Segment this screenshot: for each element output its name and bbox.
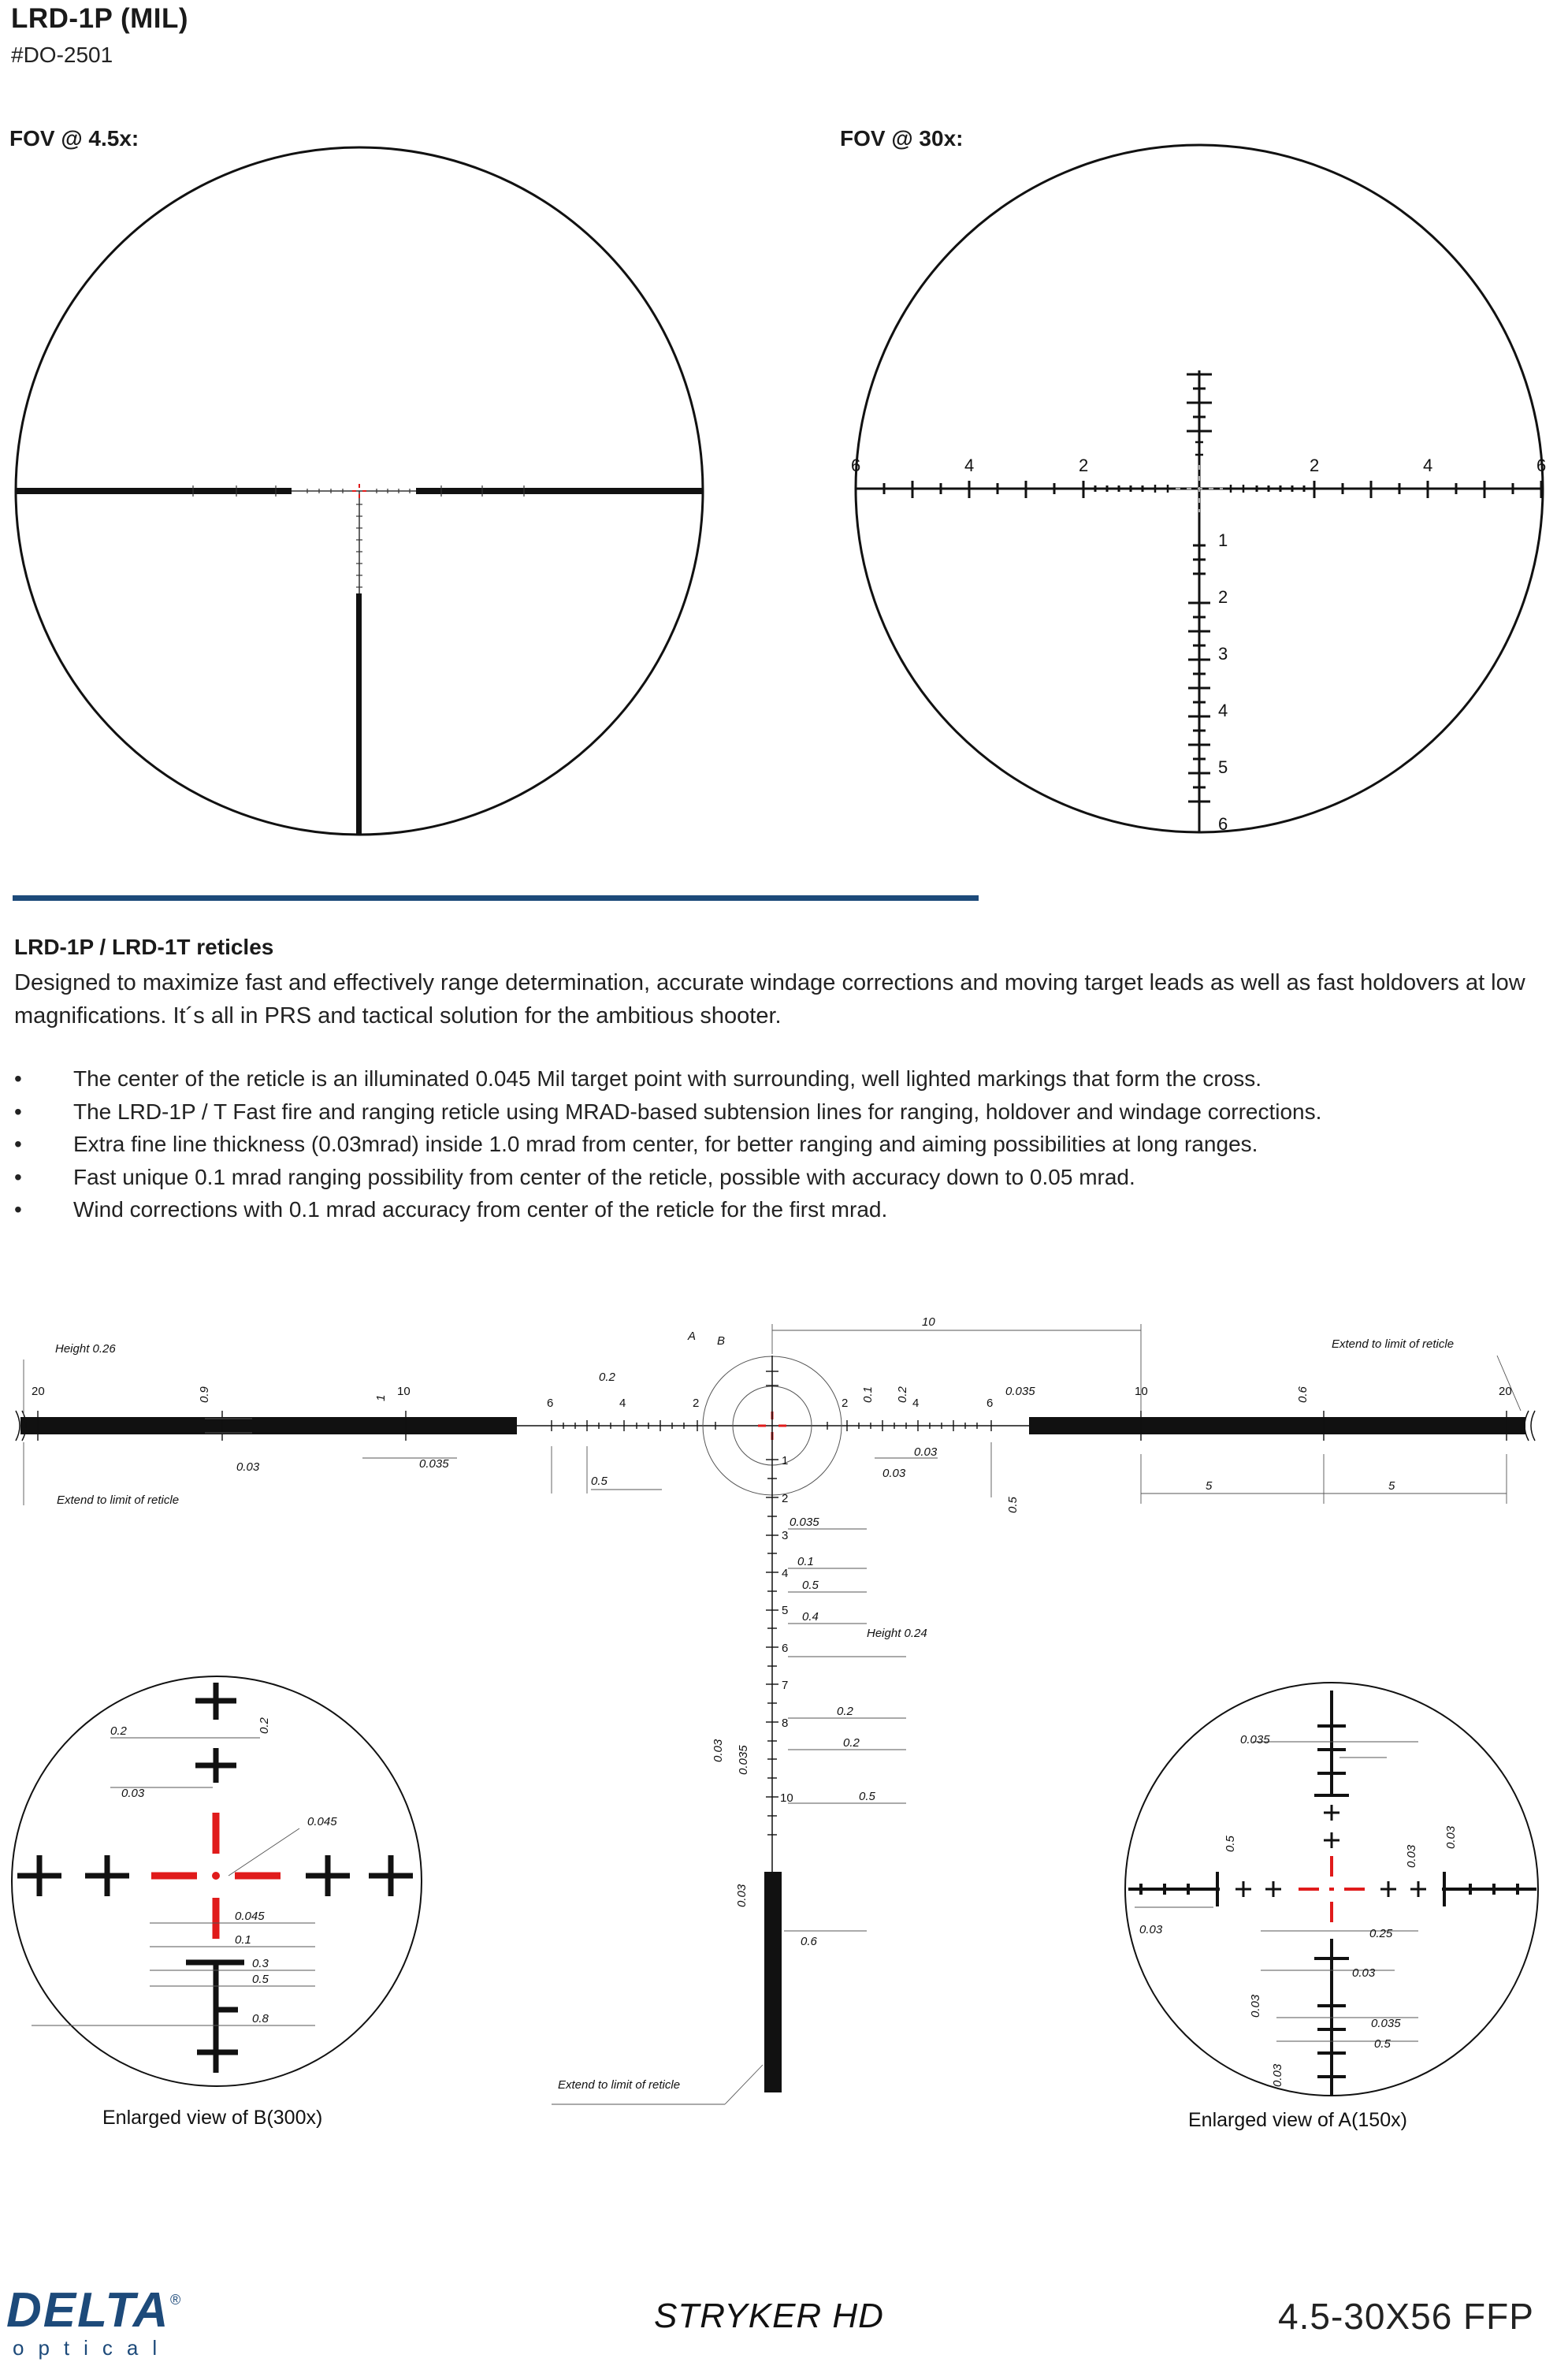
v-num: 1 <box>1218 530 1228 550</box>
logo-text: DELTA <box>6 2286 170 2338</box>
dim: 0.03 <box>1249 1994 1262 2018</box>
h-num: 6 <box>987 1397 994 1410</box>
v-num: 10 <box>780 1791 793 1805</box>
dim: 0.03 <box>882 1467 906 1480</box>
dim: 0.5 <box>252 1973 269 1986</box>
product-name: STRYKER HD <box>654 2297 884 2335</box>
dim: 0.045 <box>307 1815 337 1828</box>
dim: 1 <box>374 1394 388 1401</box>
dim: 0.03 <box>1271 2063 1284 2087</box>
v-num: 3 <box>782 1529 789 1542</box>
fov-30x-reticle <box>843 142 1568 851</box>
enlarged-view-a <box>1125 1683 1538 2131</box>
fov-right-label: FOV @ 30x: <box>840 126 964 151</box>
dim: 0.2 <box>843 1736 860 1750</box>
v-num: 8 <box>782 1717 789 1730</box>
extend-label: Extend to limit of reticle <box>1332 1337 1455 1351</box>
dim: 0.03 <box>914 1445 938 1459</box>
section-heading: LRD-1P / LRD-1T reticles <box>14 935 274 959</box>
h-num: 2 <box>693 1397 700 1410</box>
list-item: • The center of the reticle is an illuminated 0.045 Mil target point with surrounding, well lighted markings that form the cross. <box>14 1062 1511 1095</box>
model-name: 4.5-30X56 FFP <box>1278 2296 1534 2337</box>
dim: 0.035 <box>1240 1733 1270 1746</box>
dim: 0.5 <box>1374 2037 1391 2051</box>
fov-4-5x-reticle <box>0 142 709 851</box>
dim: 0.03 <box>735 1884 749 1907</box>
label-a: A <box>688 1330 697 1343</box>
dim: 0.03 <box>712 1739 725 1762</box>
svg-text:®: ® <box>170 2292 181 2308</box>
dim: 0.6 <box>1296 1386 1310 1403</box>
h-num: 4 <box>964 456 975 475</box>
h-num: 20 <box>1499 1385 1512 1398</box>
h-num: 6 <box>851 456 861 475</box>
h-num: 4 <box>1423 456 1433 475</box>
caption-a: Enlarged view of A(150x) <box>1188 2109 1407 2131</box>
h-num: 2 <box>842 1397 849 1410</box>
h-num: 10 <box>1135 1385 1148 1398</box>
dim: 0.5 <box>859 1790 875 1803</box>
height-label: Height 0.24 <box>867 1627 927 1640</box>
h-num: 10 <box>397 1385 411 1398</box>
dim: 0.045 <box>235 1910 265 1923</box>
dim-10: 10 <box>922 1315 935 1329</box>
dim: 0.2 <box>599 1371 615 1384</box>
dim: 0.4 <box>802 1610 819 1624</box>
h-num: 4 <box>619 1397 626 1410</box>
dim: 0.8 <box>252 2012 269 2025</box>
logo-sub: optical <box>13 2336 172 2360</box>
dim: 0.1 <box>235 1933 251 1947</box>
fov-left-label: FOV @ 4.5x: <box>9 126 139 151</box>
dim: 0.9 <box>198 1386 211 1403</box>
dim: 0.5 <box>591 1475 608 1488</box>
v-num: 2 <box>782 1492 789 1505</box>
dim: 0.2 <box>837 1705 853 1718</box>
dim: 0.035 <box>419 1457 449 1471</box>
enlarged-view-b <box>12 1676 422 2129</box>
label-b: B <box>717 1334 726 1348</box>
reticle-technical-drawing <box>0 1293 1568 2175</box>
v-num: 5 <box>782 1604 789 1617</box>
list-item: • Wind corrections with 0.1 mrad accuracy from center of the reticle for the first mrad. <box>14 1193 1511 1226</box>
v-num: 7 <box>782 1679 789 1692</box>
page-title: LRD-1P (MIL) <box>11 3 189 34</box>
extend-label: Extend to limit of reticle <box>57 1493 180 1507</box>
list-item: • Fast unique 0.1 mrad ranging possibility from center of the reticle, possible with accuracy down to 0.05 mrad. <box>14 1161 1511 1194</box>
list-item: • Extra fine line thickness (0.03mrad) inside 1.0 mrad from center, for better ranging and aiming possibilities at long ranges. <box>14 1128 1511 1161</box>
section-divider <box>13 895 979 901</box>
h-num: 4 <box>912 1397 920 1410</box>
dim: 5 <box>1388 1479 1395 1493</box>
v-num: 4 <box>1218 701 1228 720</box>
dim: 0.1 <box>861 1386 875 1403</box>
dim: 5 <box>1206 1479 1213 1493</box>
dim: 0.2 <box>258 1717 271 1734</box>
v-num: 4 <box>782 1567 789 1580</box>
dim: 0.035 <box>790 1516 819 1529</box>
dim: 0.25 <box>1369 1927 1393 1940</box>
h-num: 2 <box>1079 456 1089 475</box>
dim: 0.03 <box>236 1460 260 1474</box>
dim: 0.03 <box>1352 1966 1376 1980</box>
dim: 0.6 <box>801 1935 817 1948</box>
delta-optical-logo <box>6 2286 195 2360</box>
height-label: Height 0.26 <box>55 1342 116 1356</box>
h-num: 6 <box>1536 456 1547 475</box>
h-num: 20 <box>32 1385 45 1398</box>
v-num: 2 <box>1218 587 1228 607</box>
dim: 0.03 <box>1444 1825 1458 1849</box>
dim: 0.5 <box>802 1579 819 1592</box>
section-intro: Designed to maximize fast and effectively range determination, accurate windage corrections and moving target leads as well as fast holdovers at low magnifications. It´s all in PRS and tactical solution for the ambitious shooter. <box>14 970 1525 1028</box>
list-item: • The LRD-1P / T Fast fire and ranging reticle using MRAD-based subtension lines for ranging, holdover and windage corrections. <box>14 1095 1511 1129</box>
dim: 0.2 <box>896 1386 909 1403</box>
h-num: 2 <box>1310 456 1320 475</box>
dim: 0.03 <box>1405 1844 1418 1868</box>
dim: 0.2 <box>110 1724 127 1738</box>
dim: 0.035 <box>737 1745 750 1775</box>
extend-label: Extend to limit of reticle <box>558 2078 681 2092</box>
dim: 0.5 <box>1006 1497 1020 1513</box>
dim: 0.035 <box>1005 1385 1035 1398</box>
dim: 0.1 <box>797 1555 814 1568</box>
dim: 0.3 <box>252 1957 269 1970</box>
product-code: #DO-2501 <box>11 43 113 67</box>
dim: 0.03 <box>1139 1923 1163 1936</box>
feature-list <box>14 1062 1511 1226</box>
dim: 0.03 <box>121 1787 145 1800</box>
dim: 0.5 <box>1224 1836 1237 1852</box>
v-num: 6 <box>1218 814 1228 834</box>
v-num: 1 <box>782 1454 789 1467</box>
v-num: 3 <box>1218 644 1228 664</box>
v-num: 6 <box>782 1642 789 1655</box>
dim: 0.035 <box>1371 2017 1401 2030</box>
caption-b: Enlarged view of B(300x) <box>102 2107 323 2129</box>
v-num: 5 <box>1218 757 1228 777</box>
h-num: 6 <box>547 1397 554 1410</box>
